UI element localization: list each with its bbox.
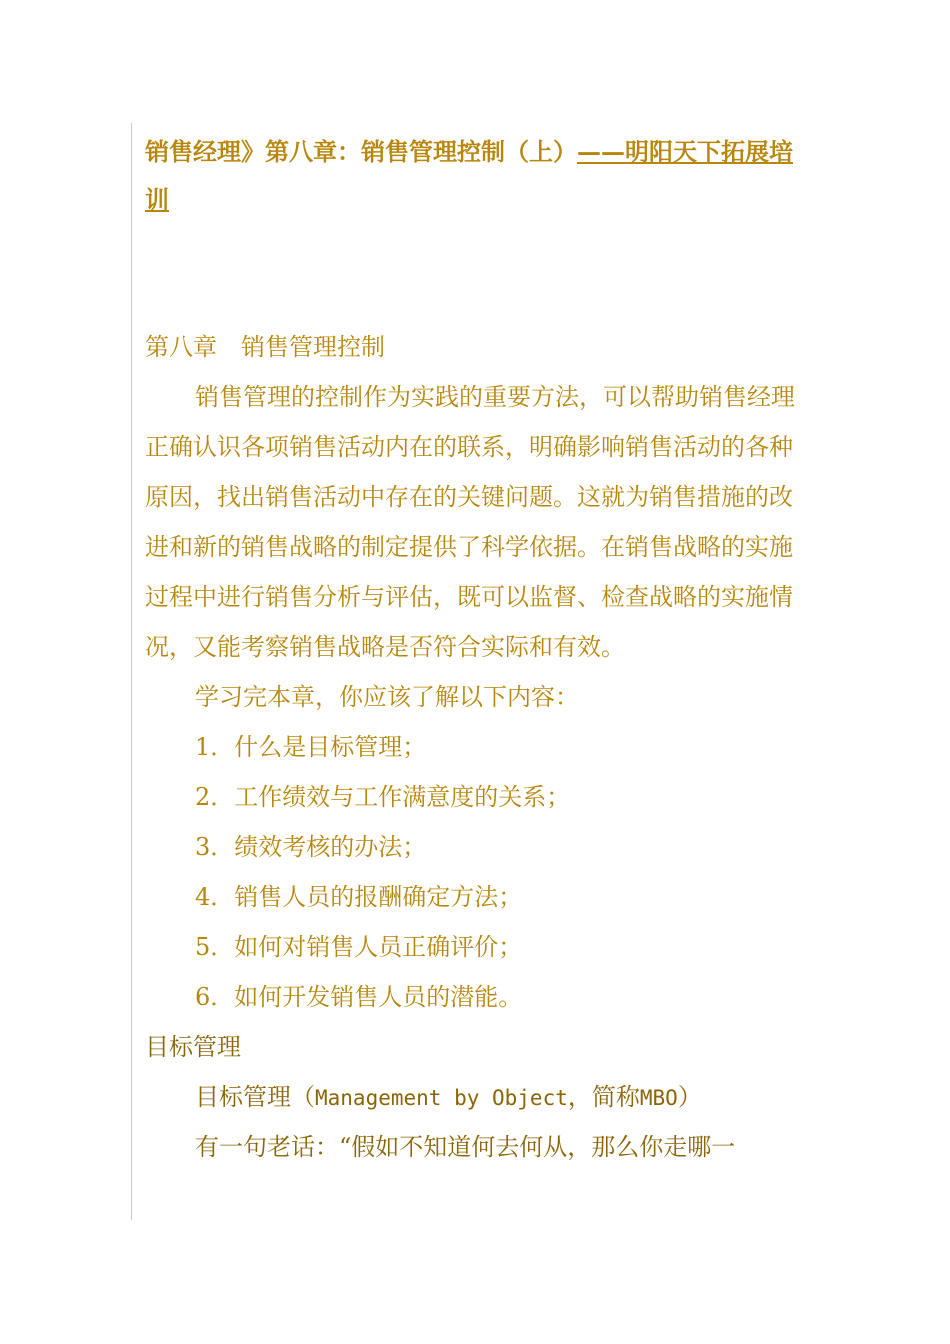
list-item: 1．什么是目标管理；	[195, 733, 427, 761]
mbo-english: Management by Object	[315, 1086, 568, 1110]
section-heading: 目标管理	[145, 1033, 241, 1061]
title-link[interactable]: ——明阳天下拓展培训	[145, 137, 793, 214]
list-item: 6．如何开发销售人员的潜能。	[195, 983, 523, 1011]
mbo-abbrev: MBO	[639, 1086, 678, 1110]
list-item: 2．工作绩效与工作满意度的关系；	[195, 783, 571, 811]
intro-paragraph	[145, 372, 810, 672]
mbo-definition	[145, 1072, 810, 1122]
list-item: 3．绩效考核的办法；	[195, 833, 427, 861]
list-item: 5．如何对销售人员正确评价；	[195, 933, 523, 961]
objectives-list	[145, 722, 810, 1022]
blank-space	[145, 224, 810, 322]
page-margin-line	[131, 123, 132, 1220]
chapter-heading: 第八章 销售管理控制	[145, 333, 385, 361]
title-text: 销售经理》第八章：销售管理控制（上）	[145, 137, 577, 166]
quote-line: 有一句老话：“假如不知道何去何从，那么你走哪一	[195, 1133, 736, 1161]
document-title	[145, 128, 810, 224]
mbo-prefix: 目标管理（	[195, 1083, 315, 1111]
intro-paragraph-text: 销售管理的控制作为实践的重要方法，可以帮助销售经理正确认识各项销售活动内在的联系，明确影响销售活动的各种原因，找出销售活动中存在的关键问题。这就为销售措施的改进和新的销售战略的制定提供了科学依据。在销售战略的实施过程中进行销售分析与评估，既可以监督、检查战略的实施情况，又能考察销售战略是否符合实际和有效。	[145, 383, 795, 661]
learning-intro: 学习完本章，你应该了解以下内容：	[195, 683, 579, 711]
mbo-close: ）	[677, 1083, 702, 1111]
mbo-suffix: ，简称	[567, 1083, 640, 1111]
list-item: 4．销售人员的报酬确定方法；	[195, 883, 523, 911]
document-page	[145, 128, 810, 1172]
